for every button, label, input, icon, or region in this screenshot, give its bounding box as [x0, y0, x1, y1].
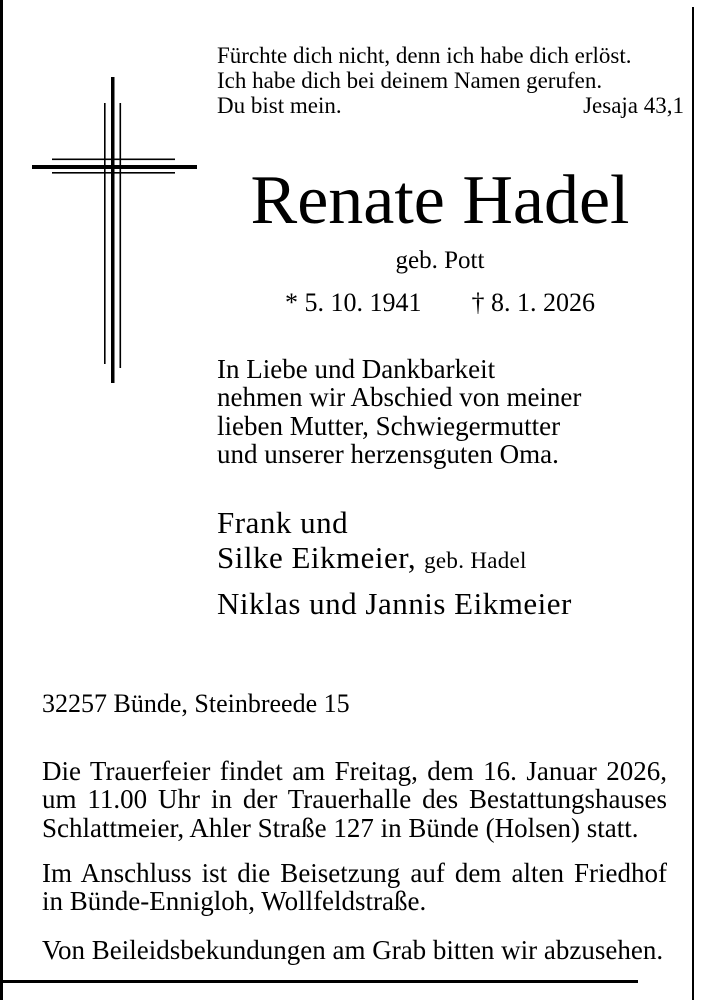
death-date: † 8. 1. 2026 [471, 288, 595, 317]
deceased-name: Renate Hadel [250, 162, 630, 239]
tribute-line: und unserer herzensguten Oma. [217, 438, 559, 469]
scripture-quote [217, 43, 684, 118]
condolence-note: Von Beileidsbekundungen am Grab bitten wir abzusehen. [42, 935, 664, 965]
cross-icon [0, 70, 210, 390]
mourner-line: Frank und [217, 505, 349, 540]
scripture-line: Fürchte dich nicht, denn ich habe dich erlöst. [217, 43, 632, 68]
life-dates [217, 290, 663, 316]
birth-date: * 5. 10. 1941 [285, 288, 422, 317]
maiden-name: geb. Pott [395, 247, 485, 274]
scripture-reference: Jesaja 43,1 [583, 93, 684, 118]
mourner-line [217, 540, 684, 578]
scripture-line: Du bist mein. [217, 93, 342, 118]
funeral-info: Die Trauerfeier findet am Freitag, dem 16. Januar 2026, um 11.00 Uhr in der Trauerhalle des Bestattungshauses Schlattmeier, Ahler Straße 127 in Bünde (Holsen) statt. [42, 756, 667, 843]
bottom-column-rule [0, 980, 638, 983]
address-line: 32257 Bünde, Steinbreede 15 [42, 689, 350, 718]
mourners-grandchildren: Niklas und Jannis Eikmeier [217, 586, 572, 621]
tribute-line: In Liebe und Dankbarkeit [217, 354, 496, 384]
mourner-maiden-name: geb. Hadel [424, 548, 527, 573]
tribute-line: lieben Mutter, Schwiegermutter [217, 410, 561, 441]
mourner-name: Silke Eikmeier, [217, 540, 417, 575]
burial-info: Im Anschluss ist die Beisetzung auf dem alten Friedhof in Bünde-Ennigloh, Wollfeldstraße. [42, 858, 667, 917]
mourners-couple [217, 505, 684, 578]
tribute-line: nehmen wir Abschied von meiner [217, 382, 582, 413]
scripture-line: Ich habe dich bei deinem Namen gerufen. [217, 68, 603, 93]
right-column-rule [692, 7, 694, 1000]
tribute-text [217, 355, 684, 468]
